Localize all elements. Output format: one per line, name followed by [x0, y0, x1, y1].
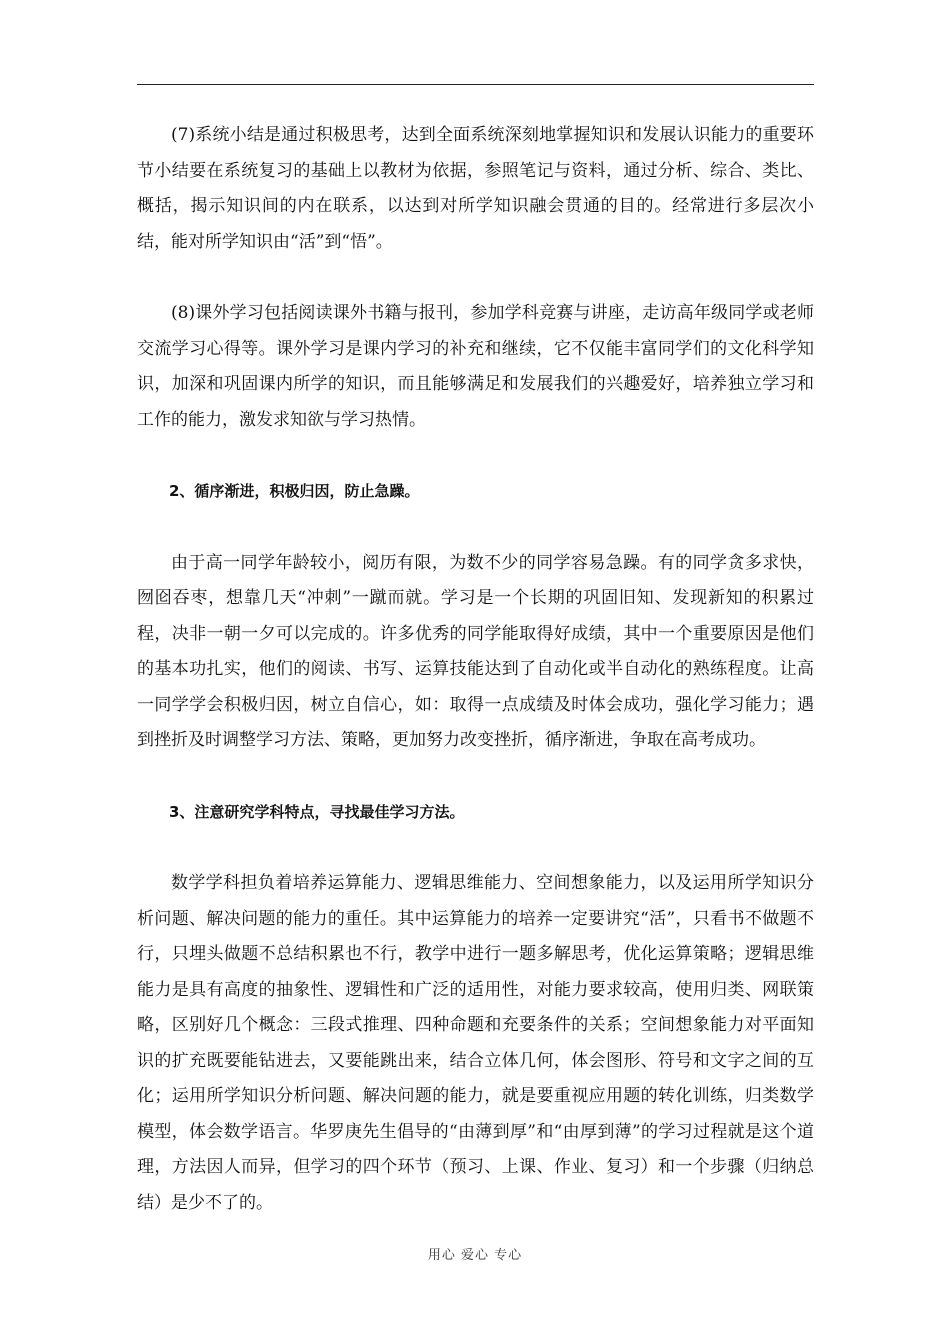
document-body: [137, 118, 814, 1221]
paragraph-7: (7)系统小结是通过积极思考，达到全面系统深刻地掌握知识和发展认识能力的重要环节小结要在系统复习的基础上以教材为依据，参照笔记与资料，通过分析、综合、类比、概括，揭示知识间的内在联系，以达到对所学知识融会贯通的目的。经常进行多层次小结，能对所学知识由“活”到“悟”。: [137, 125, 814, 252]
section-3-heading: 3、注意研究学科特点，寻找最佳学习方法。: [169, 802, 465, 821]
page-footer: 用心 爱心 专心: [427, 1248, 523, 1263]
section-3-body: 数学学科担负着培养运算能力、逻辑思维能力、空间想象能力，以及运用所学知识分析问题、解决问题的能力的重任。其中运算能力的培养一定要讲究“活”，只看书不做题不行，只埋头做题不总结积累也不行，教学中进行一题多解思考，优化运算策略；逻辑思维能力是具有高度的抽象性、逻辑性和广泛的适用性，对能力要求较高，使用归类、网联策略，区别好几个概念：三段式推理、四种命题和充要条件的关系；空间想象能力对平面知识的扩充既要能钻进去，又要能跳出来，结合立体几何，体会图形、符号和文字之间的互化；运用所学知识分析问题、解决问题的能力，就是要重视应用题的转化训练，归类数学模型，体会数学语言。华罗庚先生倡导的“由薄到厚”和“由厚到薄”的学习过程就是这个道理，方法因人而异，但学习的四个环节（预习、上课、作业、复习）和一个步骤（归纳总结）是少不了的。: [137, 873, 814, 1213]
section-2-body: 由于高一同学年龄较小，阅历有限，为数不少的同学容易急躁。有的同学贪多求快，囫囵吞枣，想靠几天“冲刺”一蹴而就。学习是一个长期的巩固旧知、发现新知的积累过程，决非一朝一夕可以完成的。许多优秀的同学能取得好成绩，其中一个重要原因是他们的基本功扎实，他们的阅读、书写、运算技能达到了自动化或半自动化的熟练程度。让高一同学学会积极归因，树立自信心，如：取得一点成绩及时体会成功，强化学习能力；遇到挫折及时调整学习方法、策略，更加努力改变挫折，循序渐进，争取在高考成功。: [137, 552, 814, 750]
header-rule: [137, 84, 814, 85]
paragraph-8: (8)课外学习包括阅读课外书籍与报刊，参加学科竞赛与讲座，走访高年级同学或老师交流学习心得等。课外学习是课内学习的补充和继续，它不仅能丰富同学们的文化科学知识，加深和巩固课内所学的知识，而且能够满足和发展我们的兴趣爱好，培养独立学习和工作的能力，激发求知欲与学习热情。: [137, 303, 814, 430]
section-2-heading: 2、循序渐进，积极归因，防止急躁。: [169, 482, 420, 500]
